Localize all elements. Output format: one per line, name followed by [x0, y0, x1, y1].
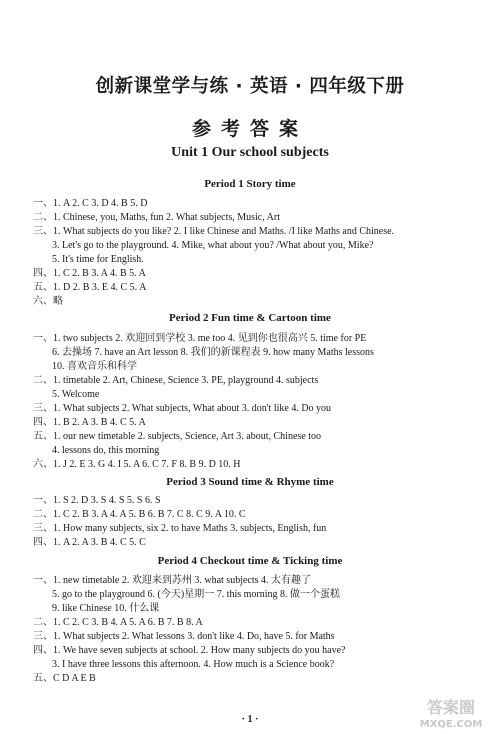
watermark-logo: [408, 696, 494, 730]
answer-line: 6. 去操场 7. have an Art lesson 8. 我们的新课程表 9. how many Maths lessons: [52, 347, 374, 358]
answer-line: 三、1. What subjects 2. What lessons 3. don't like 4. Do, have 5. for Maths: [33, 631, 335, 642]
answer-line: 9. like Chinese 10. 什么课: [52, 603, 160, 614]
answer-line: 一、1. two subjects 2. 欢迎回到学校 3. me too 4. 见到你也很高兴 5. time for PE: [33, 333, 367, 344]
unit-heading: Unit 1 Our school subjects: [171, 145, 329, 160]
page-number: · 1 ·: [241, 714, 259, 725]
answer-key-heading: 参考答案: [191, 118, 308, 140]
answer-line: 五、1. our new timetable 2. subjects, Science, Art 3. about, Chinese too: [33, 431, 321, 442]
answer-line: 3. I have three lessons this afternoon. 4. How much is a Science book?: [52, 659, 335, 670]
answer-line: 5. It's time for English.: [52, 254, 144, 265]
answer-line: 5. Welcome: [52, 389, 100, 400]
period-heading-2: Period 2 Fun time & Cartoon time: [169, 312, 331, 324]
answer-line: 四、1. We have seven subjects at school. 2. How many subjects do you have?: [33, 645, 346, 656]
answer-line: 二、1. timetable 2. Art, Chinese, Science 3. PE, playground 4. subjects: [33, 375, 319, 386]
answer-line: 三、1. How many subjects, six 2. to have Maths 3. subjects, English, fun: [33, 523, 327, 534]
answer-line: 3. Let's go to the playground. 4. Mike, what about you? /What about you, Mike?: [52, 240, 374, 251]
answer-line: 五、1. D 2. B 3. E 4. C 5. A: [33, 282, 147, 293]
answer-line: 六、1. J 2. E 3. G 4. I 5. A 6. C 7. F 8. B 9. D 10. H: [33, 459, 241, 470]
answer-line: 5. go to the playground 6. (今天)星期一 7. this morning 8. 做一个蛋糕: [52, 589, 341, 600]
answer-line: 二、1. C 2. B 3. A 4. A 5. B 6. B 7. C 8. C 9. A 10. C: [33, 509, 246, 520]
answer-line: 一、1. S 2. D 3. S 4. S 5. S 6. S: [33, 495, 161, 506]
watermark-text-top: 答案圈: [426, 698, 476, 717]
answer-line: 一、1. A 2. C 3. D 4. B 5. D: [33, 198, 148, 209]
answer-line: 10. 喜欢音乐和科学: [52, 361, 137, 372]
answer-line: 五、C D A E B: [33, 673, 96, 684]
answer-line: 四、1. A 2. A 3. B 4. C 5. C: [33, 537, 146, 548]
answer-line: 二、1. C 2. C 3. B 4. A 5. A 6. B 7. B 8. A: [33, 617, 203, 628]
answer-line: 六、略: [33, 296, 63, 307]
answer-line: 四、1. C 2. B 3. A 4. B 5. A: [33, 268, 146, 279]
period-heading-1: Period 1 Story time: [204, 178, 296, 190]
period-heading-4: Period 4 Checkout time & Ticking time: [157, 555, 343, 567]
answer-line: 三、1. What subjects 2. What subjects, What about 3. don't like 4. Do you: [33, 403, 332, 414]
answer-line: 四、1. B 2. A 3. B 4. C 5. A: [33, 417, 146, 428]
watermark-text-bottom: MXQE.COM: [419, 719, 483, 730]
page-title: 创新课堂学与练 · 英语 · 四年级下册: [95, 76, 405, 97]
answer-line: 二、1. Chinese, you, Maths, fun 2. What subjects, Music, Art: [33, 212, 281, 223]
answer-line: 4. lessons do, this morning: [52, 445, 160, 456]
answer-line: 三、1. What subjects do you like? 2. I like Chinese and Maths. /I like Maths and Chinese.: [33, 226, 395, 237]
period-heading-3: Period 3 Sound time & Rhyme time: [166, 476, 334, 488]
answer-line: 一、1. new timetable 2. 欢迎来到苏州 3. what subjects 4. 太有趣了: [33, 575, 312, 586]
